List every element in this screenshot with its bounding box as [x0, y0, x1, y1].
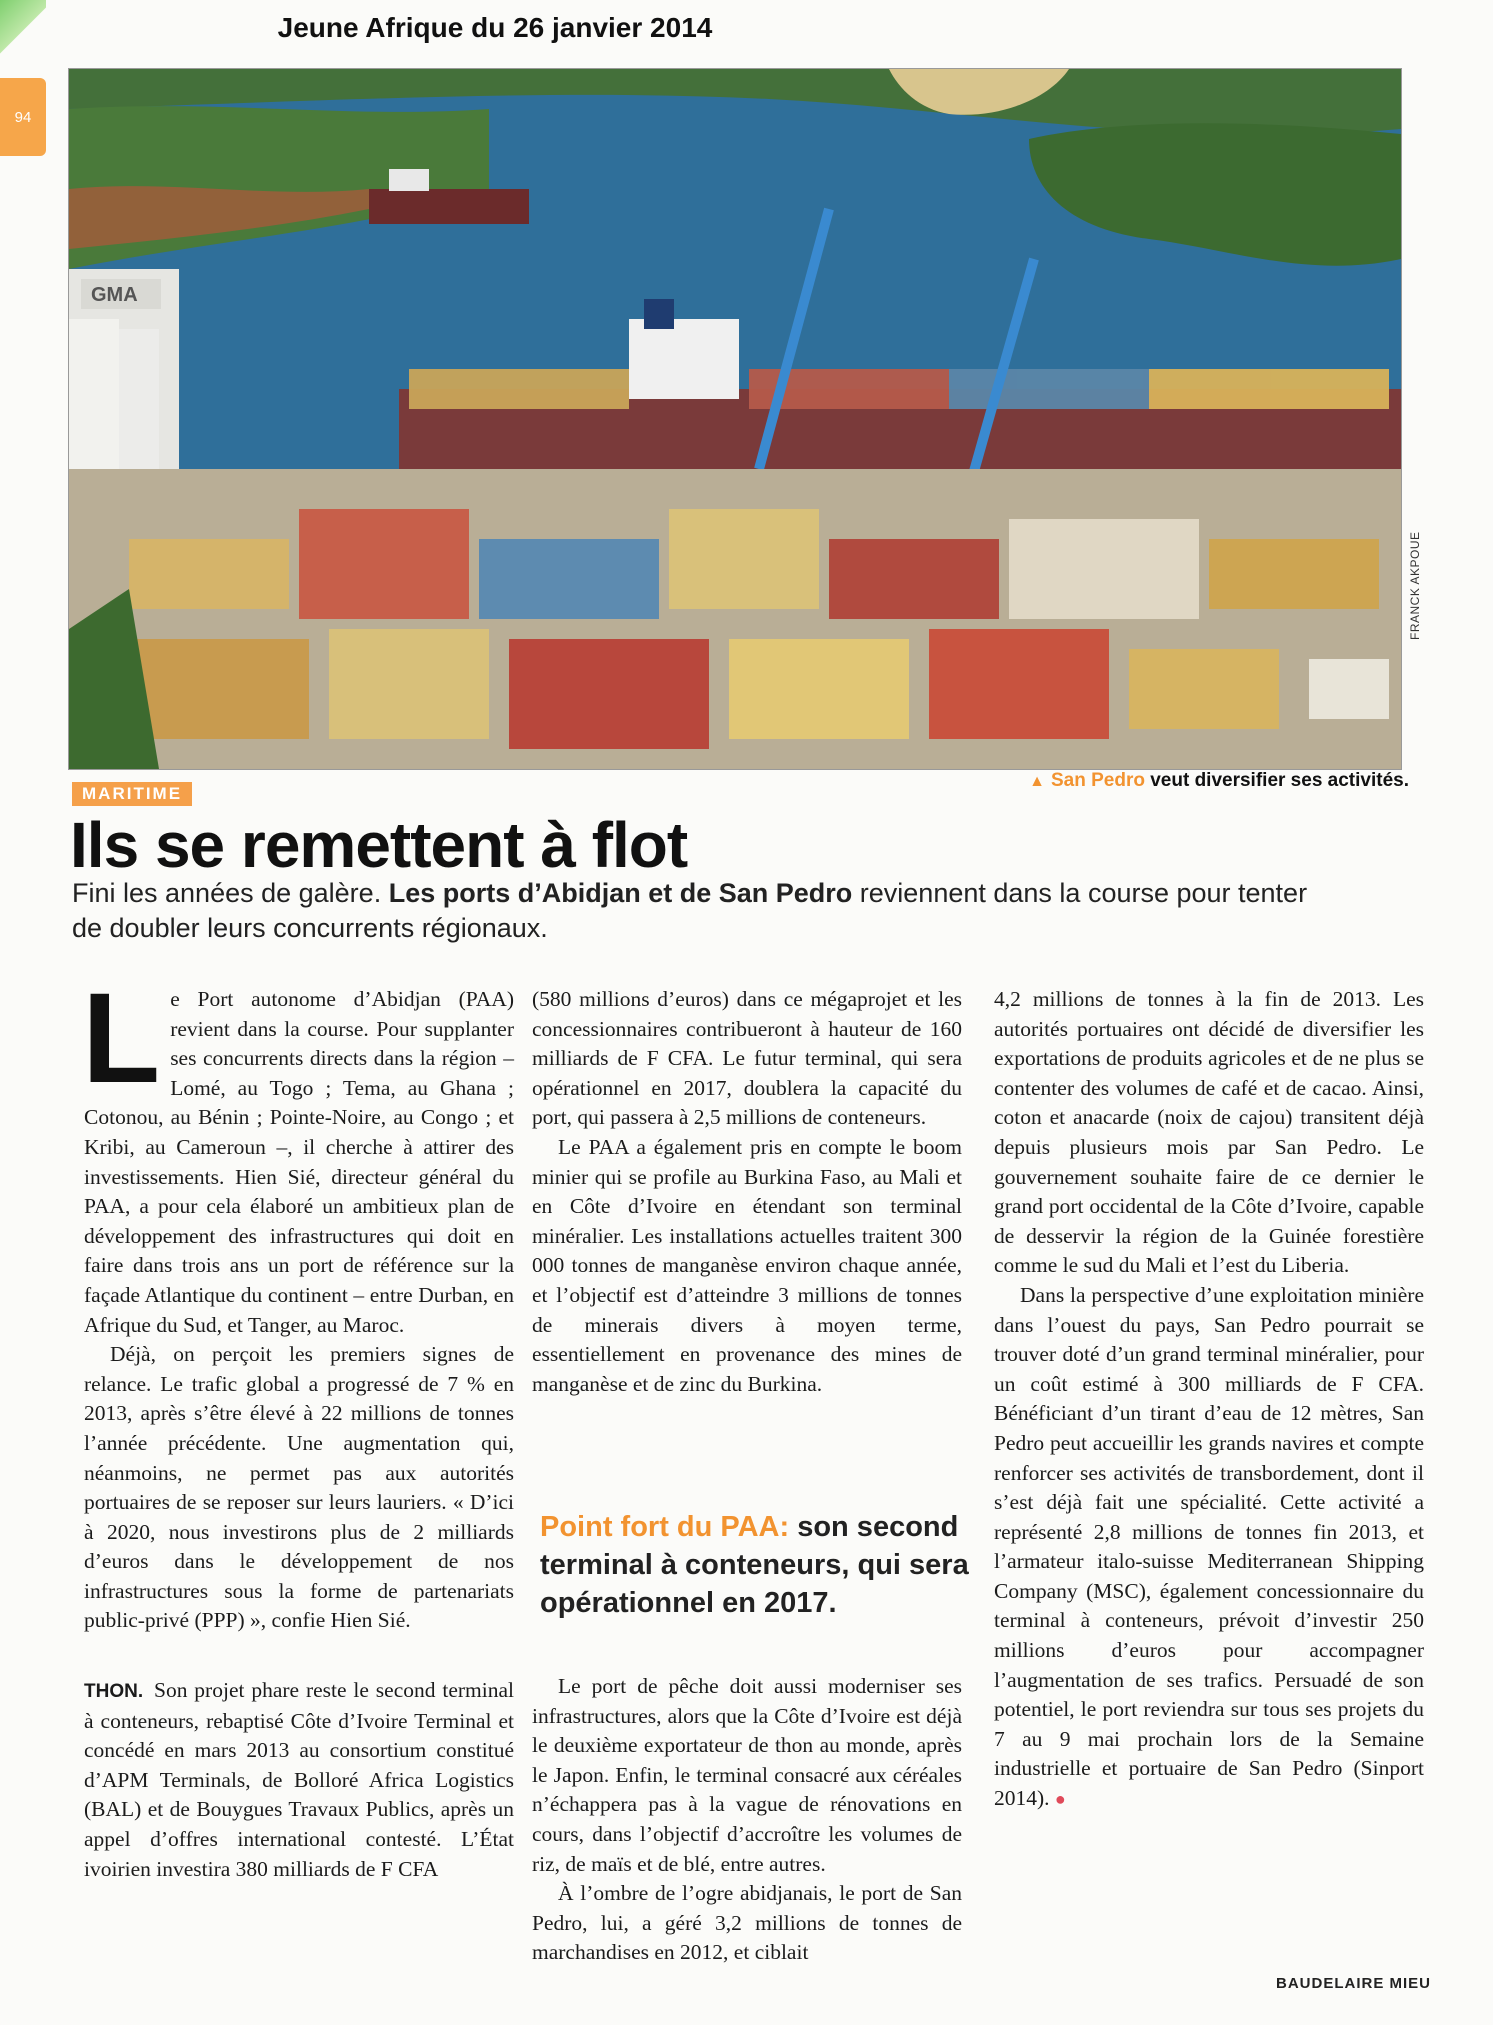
paragraph-1 — [82, 967, 514, 1340]
document-header: Jeune Afrique du 26 janvier 2014 — [277, 12, 713, 43]
paragraph-8: 4,2 millions de tonnes à la fin de 2013. Les autorités portuaires ont décidé de diversifier les exportations de produits agricoles et de ne plus se contenter des volumes de café et de cacao. Ainsi, coton et anacarde (noix de cajou) transitent déjà depuis plusieurs mois par San Pedro. Le gouvernement souhaite faire de ce dernier le grand port occidental de la Côte d’Ivoire, capable de desservir la région de la Guinée forestière comme le sud du Mali et l’est du Liberia. — [994, 987, 1424, 1278]
standfirst-lead: Fini les années de galère. — [72, 878, 389, 908]
port-photo-illustration — [69, 69, 1401, 769]
paragraph-1-text: e Port autonome d’Abidjan (PAA) revient dans la course. Pour supplanter ses concurrents directs dans la région – Lomé, au Togo ; Tema, au Ghana ; Cotonou, au Bénin ; Pointe-Noire, au Congo ; et Kribi, au Cameroun –, il cherche à attirer des investissements. Hien Sié, directeur général du PAA, a pour cela élaboré un ambitieux plan de développement des infrastructures qui doit en faire dans trois ans un port de référence sur la façade Atlantique du continent – entre Durban, en Afrique du Sud, et Tanger, au Maroc. — [84, 987, 514, 1337]
subhead-block — [84, 1676, 514, 1884]
caption-text: veut diversifier ses activités. — [1144, 770, 1409, 791]
drop-cap: L — [82, 967, 161, 1110]
paragraph-9-text: Dans la perspective d’une exploitation minière dans l’ouest du pays, San Pedro pourrait se trouver doté d’un grand terminal minéralier, pour un coût estimé à 300 milliards de F CFA. Bénéficiant d’un tirant d’eau de 12 mètres, San Pedro peut accueillir les grands navires et compte renforcer ses activités de transbordement, dont il s’est déjà fait une spécialité. Cette activité a représenté 2,8 millions de tonnes fin 2013, et l’armateur italo-suisse Mediterranean Shipping Company (MSC), également concessionnaire du terminal à conteneurs, prévoit d’investir 250 millions d’euros pour accompagner l’augmentation de ses trafics. Persuadé de son potentiel, le port reviendra sur tous ses projets du 7 au 9 mai prochain lors de la Semaine industrielle et portuaire de San Pedro (Sinport 2014). — [994, 1282, 1424, 1811]
subhead-thon: THON. — [84, 1681, 144, 1703]
pull-quote-highlight: Point fort du PAA: — [540, 1511, 790, 1543]
paragraph-7: À l’ombre de l’ogre abidjanais, le port de San Pedro, lui, a géré 3,2 millions de tonnes de marchandises en 2012, et ciblait — [532, 1881, 962, 1965]
pull-quote-text: son second terminal à conteneurs, qui sera opérationnel en 2017. — [540, 1511, 969, 1619]
photo-credit: FRANCK AKPOUE — [1408, 531, 1422, 640]
photo-caption — [1029, 770, 1409, 792]
paragraph-4: (580 millions d’euros) dans ce mégaprojet et les concessionnaires contribueront à hauteur de 160 milliards de F CFA. Le futur terminal, qui sera opérationnel en 2017, doublera la capacité du port, qui passera à 2,5 millions de conteneurs. — [532, 987, 962, 1130]
paragraph-5: Le PAA a également pris en compte le boom minier qui se profile au Burkina Faso, au Mali et en Côte d’Ivoire en étendant son terminal minéralier. Les installations actuelles traitent 300 000 tonnes de manganèse environ chaque année, et l’objectif est d’atteindre 3 millions de tonnes de minerais divers à moyen terme, essentiellement en provenance des mines de manganèse et de zinc du Burkina. — [532, 1134, 962, 1396]
standfirst-bold: Les ports d’Abidjan et de San Pedro — [388, 878, 853, 908]
page-number-tab: 94 — [0, 78, 46, 156]
article-column-2 — [532, 985, 962, 1399]
article-column-2-lower — [532, 1672, 962, 1968]
article-standfirst — [72, 876, 1312, 946]
paragraph-3-text: Son projet phare reste le second terminal à conteneurs, rebaptisé Côte d’Ivoire Terminal et concédé en mars 2013 au consortium constitué d’APM Terminals, de Bolloré Africa Logistics (BAL) et de Bouygues Travaux Publics, après un appel d’offres international contesté. L’État ivoirien investira 380 milliards de F CFA — [84, 1678, 515, 1881]
paragraph-6: Le port de pêche doit aussi moderniser ses infrastructures, alors que la Côte d’Ivoire est déjà le deuxième exportateur de thon au monde, après le Japon. Enfin, le terminal consacré aux céréales n’échappera pas à la vague de rénovations en cours, dans l’objectif d’accroître les volumes de riz, de maïs et de blé, entre autres. — [532, 1674, 962, 1876]
port-photo — [68, 68, 1402, 770]
author-byline: BAUDELAIRE MIEU — [1275, 1975, 1431, 1992]
svg-text:GMA: GMA — [91, 284, 138, 306]
paragraph-9 — [994, 1281, 1424, 1815]
standfirst-rest: reviennent dans la course pour tenter de doubler leurs concurrents régionaux. — [72, 878, 1308, 943]
article-headline: Ils se remettent à flot — [70, 809, 688, 881]
paragraph-2: Déjà, on perçoit les premiers signes de relance. Le trafic global a progressé de 7 % en 2013, après s’être élevé à 22 millions de tonnes l’année précédente. Une augmentation qui, néanmoins, ne permet pas aux autorités portuaires de se reposer sur leurs lauriers. « D’ici à 2020, nous investirons plus de 2 milliards d’euros dans le développement de nos infrastructures sous la forme de partenariats public-privé (PPP) », confie Hien Sié. — [84, 1342, 514, 1633]
section-rubric: MARITIME — [72, 782, 192, 806]
pull-quote — [540, 1508, 1020, 1622]
paragraph-3 — [84, 1676, 514, 1884]
caption-place: San Pedro — [1050, 770, 1145, 791]
caption-triangle-icon: ▲ — [1029, 773, 1045, 790]
end-mark: ● — [1054, 1789, 1066, 1810]
article-column-1 — [82, 967, 515, 1884]
article-column-3 — [994, 985, 1424, 1815]
